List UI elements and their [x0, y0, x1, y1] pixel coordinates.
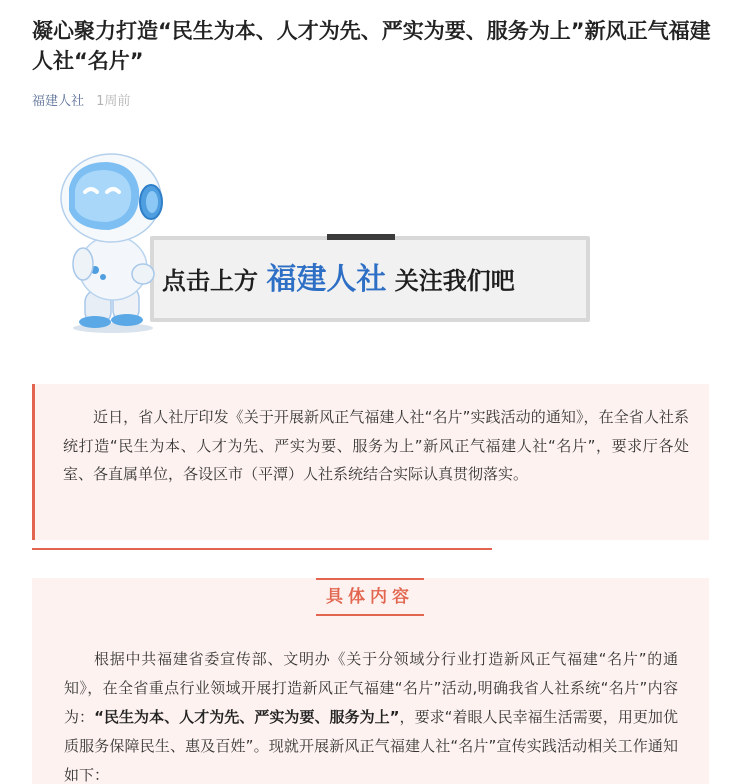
section-divider — [32, 548, 492, 550]
content-text-start: 根据中共福建省委宣传部、文明办《关于分领域分行业打造新风正气福建“名片”的通知》，在全省重点行业领域开展打造新风正气福建“名片”活动,明确我省人社系统“名片”内容为： — [64, 650, 678, 726]
intro-paragraph: 近日，省人社厅印发《关于开展新风正气福建人社“名片”实践活动的通知》，在全省人社系统打造“民生为本、人才为先、严实为要、服务为上”新风正气福建人社“名片”，要求厅各处室、各直属单位，各设区市（平潭）人社系统结合实际认真贯彻落实。 — [63, 408, 689, 483]
intro-quote-box — [32, 384, 709, 540]
content-section — [32, 578, 709, 784]
follow-banner[interactable] — [55, 150, 595, 335]
article-meta — [32, 92, 130, 112]
content-paragraph — [64, 645, 678, 784]
banner-text — [162, 262, 515, 299]
robot-mascot-icon — [55, 150, 175, 335]
content-text-end: ，要求“着眼人民幸福生活需要，用更加优质服务保障民生、惠及百姓”。现就开展新风正气福建人社“名片”宣传实践活动相关工作通知如下： — [64, 708, 678, 784]
banner-prefix: 点击上方 — [162, 267, 258, 295]
content-text-bold: “民生为本、人才为先、严实为要、服务为上” — [94, 708, 400, 726]
publish-time: 1周前 — [96, 94, 131, 109]
author-link[interactable]: 福建人社 — [32, 94, 85, 109]
article-title: 凝心聚力打造“民生为本、人才为先、严实为要、服务为上”新风正气福建人社“名片” — [32, 19, 711, 73]
banner-accent-bar — [327, 234, 395, 240]
banner-brand: 福建人社 — [266, 262, 387, 297]
banner-suffix: 关注我们吧 — [394, 267, 515, 295]
section-heading: 具体内容 — [316, 578, 424, 616]
